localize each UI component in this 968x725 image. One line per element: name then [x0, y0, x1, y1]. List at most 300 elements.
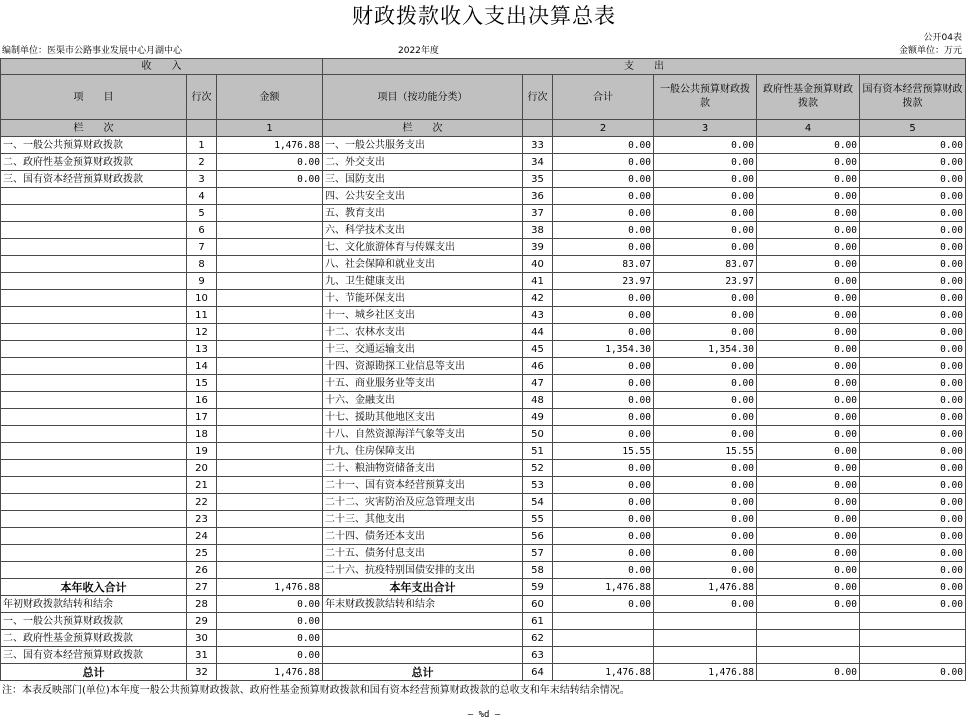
- income-amount: [217, 409, 323, 426]
- expense-general: 0.00: [654, 392, 757, 409]
- col-index-blank-2: [523, 120, 553, 137]
- expense-total: 0.00: [553, 596, 654, 613]
- table-row: [1, 511, 966, 528]
- income-item: 三、国有资本经营预算财政拨款: [1, 171, 187, 188]
- income-item: 本年收入合计: [1, 579, 187, 596]
- table-row: [1, 290, 966, 307]
- expense-state: 0.00: [860, 579, 966, 596]
- expense-fund: 0.00: [757, 528, 860, 545]
- income-amount: 1,476.88: [217, 579, 323, 596]
- expense-fund: 0.00: [757, 341, 860, 358]
- expense-general: 0.00: [654, 545, 757, 562]
- expense-item: [323, 613, 523, 630]
- total-header: 合计: [553, 75, 654, 120]
- income-amount: [217, 273, 323, 290]
- expense-fund: 0.00: [757, 545, 860, 562]
- income-item: [1, 239, 187, 256]
- expense-row-no: 48: [523, 392, 553, 409]
- income-row-no: 8: [187, 256, 217, 273]
- expense-fund: 0.00: [757, 664, 860, 681]
- expense-general: 0.00: [654, 562, 757, 579]
- income-item: [1, 545, 187, 562]
- expense-row-no: 41: [523, 273, 553, 290]
- expense-total: 0.00: [553, 324, 654, 341]
- income-item: [1, 222, 187, 239]
- expense-fund: 0.00: [757, 324, 860, 341]
- income-row-no: 7: [187, 239, 217, 256]
- table-row: [1, 562, 966, 579]
- expense-row-no: 37: [523, 205, 553, 222]
- expense-item: 十七、援助其他地区支出: [323, 409, 523, 426]
- expense-item: 八、社会保障和就业支出: [323, 256, 523, 273]
- expense-general: 15.55: [654, 443, 757, 460]
- expense-row-no: 55: [523, 511, 553, 528]
- expense-item: 十四、资源勘探工业信息等支出: [323, 358, 523, 375]
- expense-item: 四、公共安全支出: [323, 188, 523, 205]
- income-item: [1, 562, 187, 579]
- expense-row-no: 42: [523, 290, 553, 307]
- income-amount: [217, 375, 323, 392]
- income-item: [1, 511, 187, 528]
- income-item: [1, 409, 187, 426]
- expense-total: 0.00: [553, 290, 654, 307]
- expense-general: 83.07: [654, 256, 757, 273]
- expense-item: 年末财政拨款结转和结余: [323, 596, 523, 613]
- expense-state: 0.00: [860, 443, 966, 460]
- table-row: [1, 239, 966, 256]
- expense-state: 0.00: [860, 290, 966, 307]
- expense-row-no: 52: [523, 460, 553, 477]
- income-row-no: 16: [187, 392, 217, 409]
- income-row-no: 3: [187, 171, 217, 188]
- col-label-2: 栏 次: [323, 120, 523, 137]
- income-item: [1, 426, 187, 443]
- expense-fund: 0.00: [757, 579, 860, 596]
- expense-state: 0.00: [860, 222, 966, 239]
- table-row: [1, 307, 966, 324]
- expense-total: 0.00: [553, 494, 654, 511]
- table-row: [1, 154, 966, 171]
- expense-fund: 0.00: [757, 494, 860, 511]
- table-row: [1, 545, 966, 562]
- expense-item: 十五、商业服务业等支出: [323, 375, 523, 392]
- income-header: 收 入: [1, 59, 323, 75]
- income-row-no: 15: [187, 375, 217, 392]
- expense-fund: 0.00: [757, 358, 860, 375]
- expense-general: 0.00: [654, 137, 757, 154]
- expense-fund: 0.00: [757, 273, 860, 290]
- table-row: [1, 460, 966, 477]
- expense-fund: 0.00: [757, 426, 860, 443]
- income-row-no: 20: [187, 460, 217, 477]
- expense-fund: 0.00: [757, 562, 860, 579]
- expense-row-no: 53: [523, 477, 553, 494]
- table-row: [1, 409, 966, 426]
- income-amount: [217, 290, 323, 307]
- report-title: 财政拨款收入支出决算总表: [352, 4, 616, 28]
- expense-row-no: 54: [523, 494, 553, 511]
- expense-state: 0.00: [860, 324, 966, 341]
- expense-state: 0.00: [860, 392, 966, 409]
- expense-general: 1,476.88: [654, 664, 757, 681]
- row-no-header: 行次: [187, 75, 217, 120]
- expense-row-no: 44: [523, 324, 553, 341]
- income-amount: [217, 205, 323, 222]
- table-row: [1, 426, 966, 443]
- income-row-no: 4: [187, 188, 217, 205]
- expense-general: 0.00: [654, 596, 757, 613]
- income-item: 一、一般公共预算财政拨款: [1, 613, 187, 630]
- income-row-no: 22: [187, 494, 217, 511]
- expense-row-no: 58: [523, 562, 553, 579]
- income-item: [1, 256, 187, 273]
- general-header: 一般公共预算财政拨款: [654, 75, 757, 120]
- expense-state: 0.00: [860, 239, 966, 256]
- income-amount: 0.00: [217, 613, 323, 630]
- table-row: [1, 341, 966, 358]
- expense-row-no: 63: [523, 647, 553, 664]
- form-code: 公开04表: [923, 33, 962, 43]
- expense-item: 十八、自然资源海洋气象等支出: [323, 426, 523, 443]
- income-item: [1, 188, 187, 205]
- expense-header: 支 出: [323, 59, 966, 75]
- income-item: [1, 392, 187, 409]
- expense-item: 十二、农林水支出: [323, 324, 523, 341]
- income-amount: [217, 426, 323, 443]
- expense-item: 一、一般公共服务支出: [323, 137, 523, 154]
- expense-general: 0.00: [654, 205, 757, 222]
- expense-state: 0.00: [860, 341, 966, 358]
- expense-row-no: 57: [523, 545, 553, 562]
- income-row-no: 6: [187, 222, 217, 239]
- income-item: [1, 443, 187, 460]
- income-row-no: 13: [187, 341, 217, 358]
- income-row-no: 31: [187, 647, 217, 664]
- expense-fund: 0.00: [757, 154, 860, 171]
- expense-general: 0.00: [654, 154, 757, 171]
- income-item: [1, 358, 187, 375]
- income-item: [1, 273, 187, 290]
- expense-total: 0.00: [553, 392, 654, 409]
- expense-item: 十一、城乡社区支出: [323, 307, 523, 324]
- table-row: [1, 222, 966, 239]
- expense-general: 0.00: [654, 324, 757, 341]
- expense-general: 0.00: [654, 290, 757, 307]
- income-row-no: 1: [187, 137, 217, 154]
- expense-row-no: 56: [523, 528, 553, 545]
- col-index-2: 2: [553, 120, 654, 137]
- expense-general: 0.00: [654, 511, 757, 528]
- expense-row-no: 59: [523, 579, 553, 596]
- unit-label: 编制单位：医渠市公路事业发展中心月湖中心: [2, 46, 183, 56]
- expense-general: 0.00: [654, 358, 757, 375]
- income-amount: [217, 392, 323, 409]
- expense-total: 0.00: [553, 409, 654, 426]
- table-note: 注：本表反映部门(单位)本年度一般公共预算财政拨款、政府性基金预算财政拨款和国有资本经营预算财政拨款的总收支和年末结转结余情况。: [2, 685, 630, 696]
- table-row: [1, 579, 966, 596]
- expense-state: 0.00: [860, 188, 966, 205]
- table-row: [1, 647, 966, 664]
- expense-state: 0.00: [860, 307, 966, 324]
- expense-item: 十九、住房保障支出: [323, 443, 523, 460]
- expense-state: 0.00: [860, 494, 966, 511]
- table-row: [1, 477, 966, 494]
- expense-total: 0.00: [553, 511, 654, 528]
- expense-fund: 0.00: [757, 137, 860, 154]
- income-item: 一、一般公共预算财政拨款: [1, 137, 187, 154]
- expense-state: 0.00: [860, 171, 966, 188]
- income-item: [1, 460, 187, 477]
- income-amount: [217, 494, 323, 511]
- table-row: [1, 392, 966, 409]
- expense-row-no: 62: [523, 630, 553, 647]
- expense-total: 0.00: [553, 426, 654, 443]
- expense-total: 0.00: [553, 562, 654, 579]
- table-row: [1, 171, 966, 188]
- expense-total: 0.00: [553, 307, 654, 324]
- expense-item: 三、国防支出: [323, 171, 523, 188]
- expense-fund: 0.00: [757, 222, 860, 239]
- income-amount: [217, 443, 323, 460]
- expense-row-no: 43: [523, 307, 553, 324]
- income-item: 三、国有资本经营预算财政拨款: [1, 647, 187, 664]
- expense-general: 0.00: [654, 409, 757, 426]
- expense-state: 0.00: [860, 477, 966, 494]
- table-row: [1, 664, 966, 681]
- fund-header: 政府性基金预算财政拨款: [757, 75, 860, 120]
- income-item: [1, 528, 187, 545]
- income-item: [1, 477, 187, 494]
- expense-item: 六、科学技术支出: [323, 222, 523, 239]
- amount-unit: 金额单位：万元: [898, 46, 962, 56]
- expense-row-no: 50: [523, 426, 553, 443]
- expense-general: 0.00: [654, 375, 757, 392]
- expense-general: 0.00: [654, 171, 757, 188]
- income-item: [1, 375, 187, 392]
- income-row-no: 11: [187, 307, 217, 324]
- expense-state: 0.00: [860, 256, 966, 273]
- expense-state: 0.00: [860, 273, 966, 290]
- income-row-no: 24: [187, 528, 217, 545]
- income-row-no: 26: [187, 562, 217, 579]
- state-header: 国有资本经营预算财政拨款: [860, 75, 966, 120]
- income-amount: [217, 307, 323, 324]
- expense-total: 1,354.30: [553, 341, 654, 358]
- income-amount: 0.00: [217, 647, 323, 664]
- table-row: [1, 630, 966, 647]
- expense-item: 十三、交通运输支出: [323, 341, 523, 358]
- table-row: [1, 494, 966, 511]
- col-label: 栏 次: [1, 120, 187, 137]
- income-item: 二、政府性基金预算财政拨款: [1, 630, 187, 647]
- expense-item: [323, 630, 523, 647]
- income-amount: [217, 511, 323, 528]
- expense-fund: 0.00: [757, 596, 860, 613]
- expense-row-no: 64: [523, 664, 553, 681]
- income-row-no: 19: [187, 443, 217, 460]
- budget-table: [0, 58, 966, 681]
- row-no-header-2: 行次: [523, 75, 553, 120]
- expense-general: 0.00: [654, 188, 757, 205]
- expense-general: 0.00: [654, 528, 757, 545]
- expense-item: 二十四、债务还本支出: [323, 528, 523, 545]
- table-row: [1, 324, 966, 341]
- income-row-no: 9: [187, 273, 217, 290]
- expense-fund: 0.00: [757, 392, 860, 409]
- income-item: 二、政府性基金预算财政拨款: [1, 154, 187, 171]
- income-amount: 0.00: [217, 596, 323, 613]
- expense-total: 0.00: [553, 477, 654, 494]
- expense-item: 五、教育支出: [323, 205, 523, 222]
- expense-row-no: 33: [523, 137, 553, 154]
- expense-row-no: 46: [523, 358, 553, 375]
- income-amount: 0.00: [217, 154, 323, 171]
- income-amount: [217, 460, 323, 477]
- expense-general: [654, 613, 757, 630]
- expense-item: 九、卫生健康支出: [323, 273, 523, 290]
- expense-fund: 0.00: [757, 171, 860, 188]
- expense-row-no: 45: [523, 341, 553, 358]
- expense-total: 1,476.88: [553, 664, 654, 681]
- expense-item: 十六、金融支出: [323, 392, 523, 409]
- header-group-row: [1, 59, 966, 75]
- expense-fund: 0.00: [757, 477, 860, 494]
- expense-item: 十、节能环保支出: [323, 290, 523, 307]
- expense-state: 0.00: [860, 154, 966, 171]
- expense-fund: 0.00: [757, 205, 860, 222]
- income-row-no: 21: [187, 477, 217, 494]
- expense-total: 1,476.88: [553, 579, 654, 596]
- expense-item: 二十二、灾害防治及应急管理支出: [323, 494, 523, 511]
- income-amount: [217, 358, 323, 375]
- expense-item: 七、文化旅游体育与传媒支出: [323, 239, 523, 256]
- expense-state: [860, 647, 966, 664]
- expense-item: 二十一、国有资本经营预算支出: [323, 477, 523, 494]
- expense-state: [860, 630, 966, 647]
- expense-fund: [757, 613, 860, 630]
- income-amount: [217, 562, 323, 579]
- income-amount: [217, 324, 323, 341]
- expense-state: 0.00: [860, 375, 966, 392]
- expense-fund: [757, 630, 860, 647]
- expense-fund: 0.00: [757, 511, 860, 528]
- expense-row-no: 34: [523, 154, 553, 171]
- income-item: [1, 205, 187, 222]
- expense-state: 0.00: [860, 205, 966, 222]
- expense-general: 0.00: [654, 307, 757, 324]
- income-row-no: 30: [187, 630, 217, 647]
- expense-total: 0.00: [553, 239, 654, 256]
- expense-row-no: 47: [523, 375, 553, 392]
- expense-general: 1,354.30: [654, 341, 757, 358]
- expense-total: 83.07: [553, 256, 654, 273]
- table-row: [1, 613, 966, 630]
- expense-fund: 0.00: [757, 188, 860, 205]
- income-row-no: 5: [187, 205, 217, 222]
- expense-item: 二十五、债务付息支出: [323, 545, 523, 562]
- expense-fund: 0.00: [757, 460, 860, 477]
- expense-state: 0.00: [860, 511, 966, 528]
- expense-fund: 0.00: [757, 443, 860, 460]
- expense-row-no: 60: [523, 596, 553, 613]
- table-row: [1, 273, 966, 290]
- expense-item: 本年支出合计: [323, 579, 523, 596]
- expense-row-no: 38: [523, 222, 553, 239]
- expense-total: 0.00: [553, 154, 654, 171]
- page-footer: — %d —: [467, 710, 501, 720]
- income-row-no: 14: [187, 358, 217, 375]
- income-amount: [217, 222, 323, 239]
- col-index-blank: [187, 120, 217, 137]
- income-row-no: 32: [187, 664, 217, 681]
- expense-state: 0.00: [860, 409, 966, 426]
- expense-total: 0.00: [553, 188, 654, 205]
- col-index-4: 4: [757, 120, 860, 137]
- income-amount: 1,476.88: [217, 664, 323, 681]
- expense-fund: 0.00: [757, 290, 860, 307]
- income-amount: [217, 545, 323, 562]
- expense-item: 二十、粮油物资储备支出: [323, 460, 523, 477]
- expense-fund: 0.00: [757, 375, 860, 392]
- expense-total: 0.00: [553, 171, 654, 188]
- expense-fund: 0.00: [757, 239, 860, 256]
- amount-header: 金额: [217, 75, 323, 120]
- income-item: [1, 307, 187, 324]
- income-row-no: 27: [187, 579, 217, 596]
- expense-row-no: 49: [523, 409, 553, 426]
- column-index-row: [1, 120, 966, 137]
- expense-state: 0.00: [860, 528, 966, 545]
- expense-general: [654, 647, 757, 664]
- income-row-no: 10: [187, 290, 217, 307]
- expense-total: [553, 630, 654, 647]
- income-amount: [217, 477, 323, 494]
- income-row-no: 29: [187, 613, 217, 630]
- expense-item: 二十六、抗疫特别国债安排的支出: [323, 562, 523, 579]
- expense-row-no: 61: [523, 613, 553, 630]
- expense-total: 0.00: [553, 545, 654, 562]
- expense-state: 0.00: [860, 460, 966, 477]
- table-row: [1, 358, 966, 375]
- expense-row-no: 39: [523, 239, 553, 256]
- income-row-no: 23: [187, 511, 217, 528]
- expense-item: [323, 647, 523, 664]
- item-func-header: 项目（按功能分类）: [323, 75, 523, 120]
- expense-state: 0.00: [860, 664, 966, 681]
- expense-fund: 0.00: [757, 256, 860, 273]
- income-amount: [217, 341, 323, 358]
- expense-total: 0.00: [553, 205, 654, 222]
- col-index-3: 3: [654, 120, 757, 137]
- expense-state: 0.00: [860, 137, 966, 154]
- expense-general: 23.97: [654, 273, 757, 290]
- income-item: [1, 494, 187, 511]
- expense-state: 0.00: [860, 596, 966, 613]
- item-header: 项 目: [1, 75, 187, 120]
- income-amount: 0.00: [217, 630, 323, 647]
- income-item: 年初财政拨款结转和结余: [1, 596, 187, 613]
- expense-general: 0.00: [654, 477, 757, 494]
- income-amount: [217, 239, 323, 256]
- table-row: [1, 205, 966, 222]
- col-index-5: 5: [860, 120, 966, 137]
- income-item: [1, 341, 187, 358]
- income-amount: [217, 188, 323, 205]
- expense-state: 0.00: [860, 562, 966, 579]
- table-row: [1, 256, 966, 273]
- header-row: [1, 75, 966, 120]
- income-item: [1, 324, 187, 341]
